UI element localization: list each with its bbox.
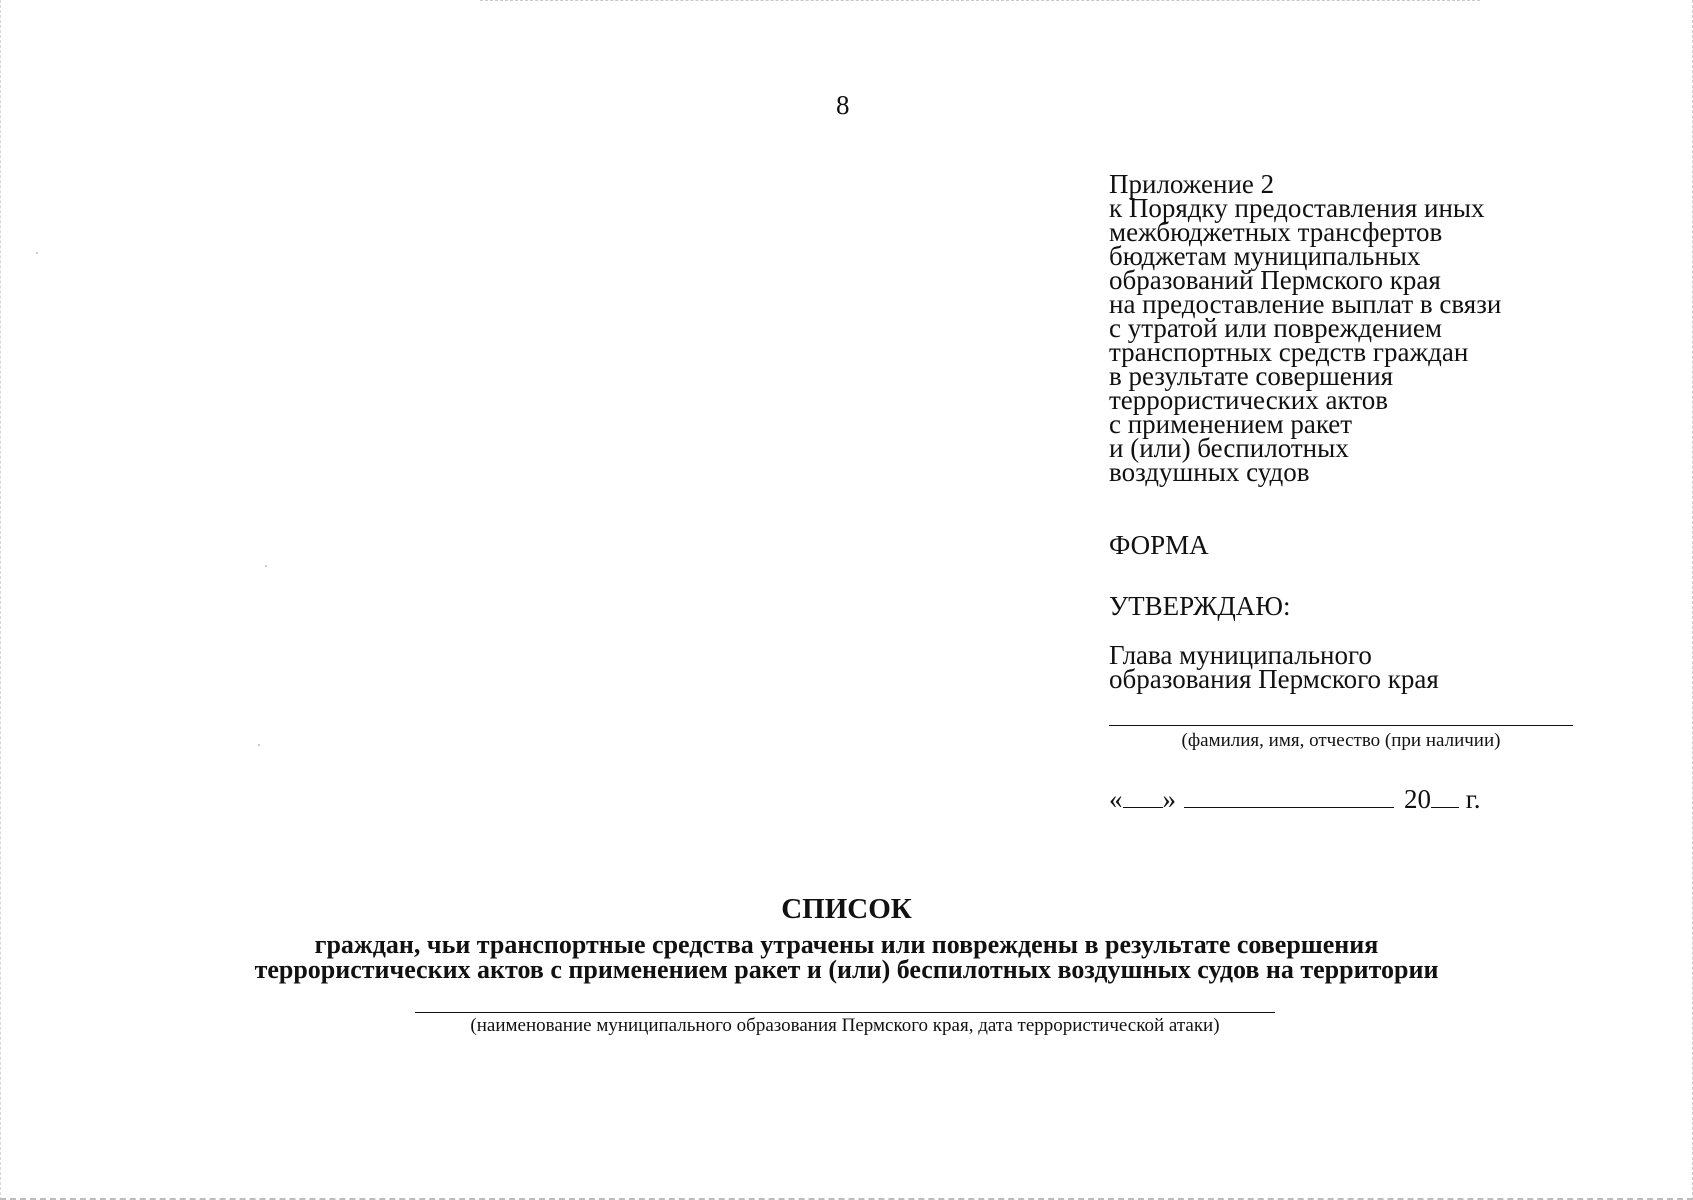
appendix-line: террористических актов	[1109, 385, 1388, 415]
document-title: СПИСОК	[781, 893, 912, 925]
appendix-line: в результате совершения	[1109, 361, 1394, 391]
date-month-field[interactable]	[1184, 785, 1394, 808]
page-number: 8	[836, 90, 850, 120]
appendix-line: Приложение 2	[1109, 169, 1275, 199]
appendix-line: бюджетам муниципальных	[1109, 241, 1421, 271]
date-open-quote: «	[1109, 784, 1123, 814]
appendix-line: и (или) беспилотных	[1109, 433, 1349, 463]
appendix-line: на предоставление выплат в связи	[1109, 289, 1502, 319]
scan-speck	[36, 252, 38, 254]
territory-caption: (наименование муниципального образования Пермского края, дата террористической атаки)	[470, 1015, 1220, 1036]
form-label: ФОРМА	[1109, 530, 1209, 560]
appendix-heading-block	[1109, 169, 1669, 487]
territory-name-field[interactable]	[415, 1012, 1275, 1013]
appendix-line: межбюджетных трансфертов	[1109, 217, 1443, 247]
scan-edge-bottom	[0, 1194, 1693, 1200]
appendix-line: воздушных судов	[1109, 457, 1310, 487]
appendix-line: транспортных средств граждан	[1109, 337, 1469, 367]
scan-speck	[265, 565, 267, 567]
approval-date-row	[1109, 784, 1481, 814]
approver-position-line: Глава муниципального	[1109, 640, 1372, 670]
appendix-line: с применением ракет	[1109, 409, 1353, 439]
signature-name-caption: (фамилия, имя, отчество (при наличии)	[1181, 730, 1501, 751]
date-day-field[interactable]	[1123, 785, 1163, 808]
approval-heading: УТВЕРЖДАЮ:	[1109, 591, 1291, 621]
scan-speck	[258, 744, 260, 746]
date-year-field[interactable]	[1431, 785, 1459, 808]
appendix-line: с утратой или повреждением	[1109, 313, 1442, 343]
document-subtitle	[0, 932, 1693, 982]
document-subtitle-line: террористических актов с применением ракет и (или) беспилотных воздушных судов на территории	[254, 955, 1439, 984]
appendix-line: к Порядку предоставления иных	[1109, 193, 1485, 223]
signature-name-field[interactable]	[1109, 725, 1573, 726]
appendix-line: образований Пермского края	[1109, 265, 1441, 295]
scan-edge-left	[0, 0, 3, 1200]
date-year-suffix: г.	[1465, 784, 1481, 814]
scan-edge-top	[480, 0, 1480, 3]
approver-position	[1109, 640, 1439, 694]
document-subtitle-line: граждан, чьи транспортные средства утрачены или повреждены в результате совершения	[314, 930, 1379, 959]
approver-position-line: образования Пермского края	[1109, 664, 1439, 694]
date-close-quote: »	[1162, 784, 1176, 814]
date-year-prefix: 20	[1404, 784, 1431, 814]
